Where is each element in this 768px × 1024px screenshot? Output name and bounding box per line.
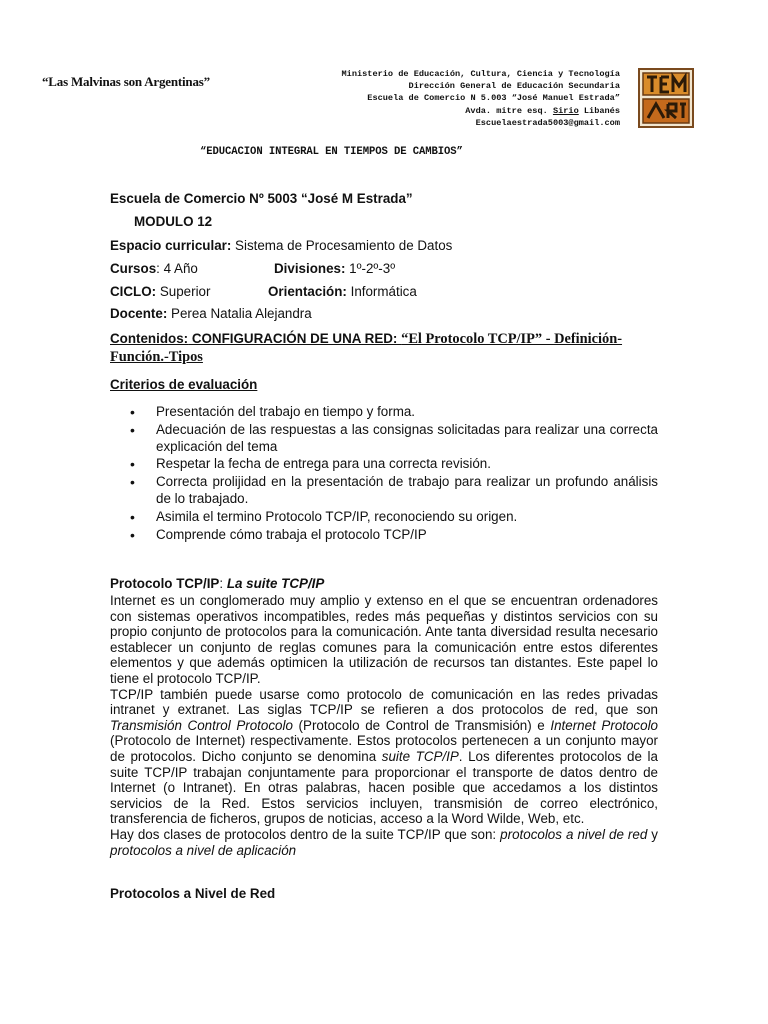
contents-title-b: “El Protocolo TCP/IP” - Definición-Función.-Tipos xyxy=(110,331,623,365)
institution-line-address: Avda. mitre esq. Sirio Libanés xyxy=(465,105,620,116)
courses-line xyxy=(110,261,198,277)
subject-line xyxy=(110,238,452,254)
courses-value: : 4 Año xyxy=(156,261,198,276)
section-heading-bold: Protocolo TCP/IP xyxy=(110,576,220,591)
institution-line-school: Escuela de Comercio N 5.003 “José Manuel Estrada” xyxy=(367,93,620,104)
criteria-item: • Asimila el termino Protocolo TCP/IP, reconociendo su origen. xyxy=(110,509,658,526)
subject-value: Sistema de Procesamiento de Datos xyxy=(231,238,453,253)
slogan: “Las Malvinas son Argentinas” xyxy=(42,74,210,89)
cycle-label: CICLO: xyxy=(110,284,157,299)
divisions-line xyxy=(274,261,395,277)
school-logo xyxy=(638,68,694,128)
contents-title-a: CONFIGURACIÓN DE UNA RED: xyxy=(188,331,402,346)
institution-line-direction: Dirección General de Educación Secundaria xyxy=(408,81,620,92)
subject-label: Espacio curricular: xyxy=(110,238,232,253)
section-heading-network: Protocolos a Nivel de Red xyxy=(110,886,276,901)
criteria-item: • Comprende cómo trabaja el protocolo TCP/IP xyxy=(110,527,658,544)
criteria-item: • Adecuación de las respuestas a las consignas solicitadas para realizar una correcta explicación del tema xyxy=(110,422,658,456)
divisions-value: 1º-2º-3º xyxy=(345,261,396,276)
criteria-item: • Presentación del trabajo en tiempo y forma. xyxy=(110,404,658,421)
paragraph-tcpip: TCP/IP también puede usarse como protocolo de comunicación en las redes privadas intranet y extranet. Las siglas TCP/IP se refieren a dos protocolos de red, que son Transmisión Control Protocolo (Protocolo de Control de Transmisión) e Internet Protocolo (Protocolo de Internet) respectivamente. Estos protocolos pertenecen a un conjunto mayor de protocolos. Dicho conjunto se denomina suite TCP/IP. Los diferentes protocolos de la suite TCP/IP trabajan conjuntamente para proporcionar el transporte de datos dentro de Internet (o Intranet). En otras palabras, hacen posible que accedamos a los distintos servicios de la Red. Estos servicios incluyen, transmisión de correo electrónico, transferencia de ficheros, grupos de noticias, acceso a la Word Wilde, Web, etc. xyxy=(110,686,658,827)
criteria-item: • Respetar la fecha de entrega para una correcta revisión. xyxy=(110,456,658,473)
teacher-value: Perea Natalia Alejandra xyxy=(167,306,312,321)
criteria-item: • Correcta prolijidad en la presentación de trabajo para realizar un profundo análisis de lo trabajado. xyxy=(110,474,658,508)
section-heading-tcpip xyxy=(110,576,324,592)
section-body xyxy=(110,593,658,858)
criteria-heading: Criterios de evaluación xyxy=(110,377,258,392)
section-heading-italic: La suite TCP/IP xyxy=(226,576,325,591)
institution-header xyxy=(342,68,620,129)
teacher-label: Docente: xyxy=(110,306,168,321)
cycle-line xyxy=(110,284,210,300)
criteria-list xyxy=(110,404,658,544)
institution-line-email: Escuelaestrada5003@gmail.com xyxy=(475,117,620,128)
cycle-value: Superior xyxy=(156,284,211,299)
institution-line-ministry: Ministerio de Educación, Cultura, Ciencia y Tecnología xyxy=(341,69,620,79)
school-name: Escuela de Comercio Nº 5003 “José M Estrada” xyxy=(110,191,413,206)
orientation-value: Informática xyxy=(346,284,417,299)
module-label: MODULO 12 xyxy=(134,214,213,229)
paragraph-classes: Hay dos clases de protocolos dentro de la suite TCP/IP que son: protocolos a nivel de red y protocolos a nivel de aplicación xyxy=(110,826,658,858)
divisions-label: Divisiones: xyxy=(274,261,346,276)
teacher-line xyxy=(110,306,312,322)
contents-title xyxy=(110,330,670,366)
courses-label: Cursos xyxy=(110,261,157,276)
section-heading-sep: : xyxy=(219,576,227,591)
orientation-line xyxy=(268,284,417,300)
orientation-label: Orientación: xyxy=(268,284,347,299)
contents-label: Contenidos: xyxy=(110,331,189,346)
motto: “EDUCACION INTEGRAL EN TIEMPOS DE CAMBIOS” xyxy=(200,146,463,158)
paragraph-intro: Internet es un conglomerado muy amplio y extenso en el que se encuentran ordenadores con sistemas operativos incompatibles, redes más pequeñas y distintos servicios con su propio conjunto de protocolos para la comunicación. Ante tanta diversidad resulta necesario establecer un conjunto de reglas comunes para la comunicación entre estos diferentes elementos y que además optimicen la utilización de recursos tan distantes. Este papel lo tiene el protocolo TCP/IP. xyxy=(110,593,658,686)
